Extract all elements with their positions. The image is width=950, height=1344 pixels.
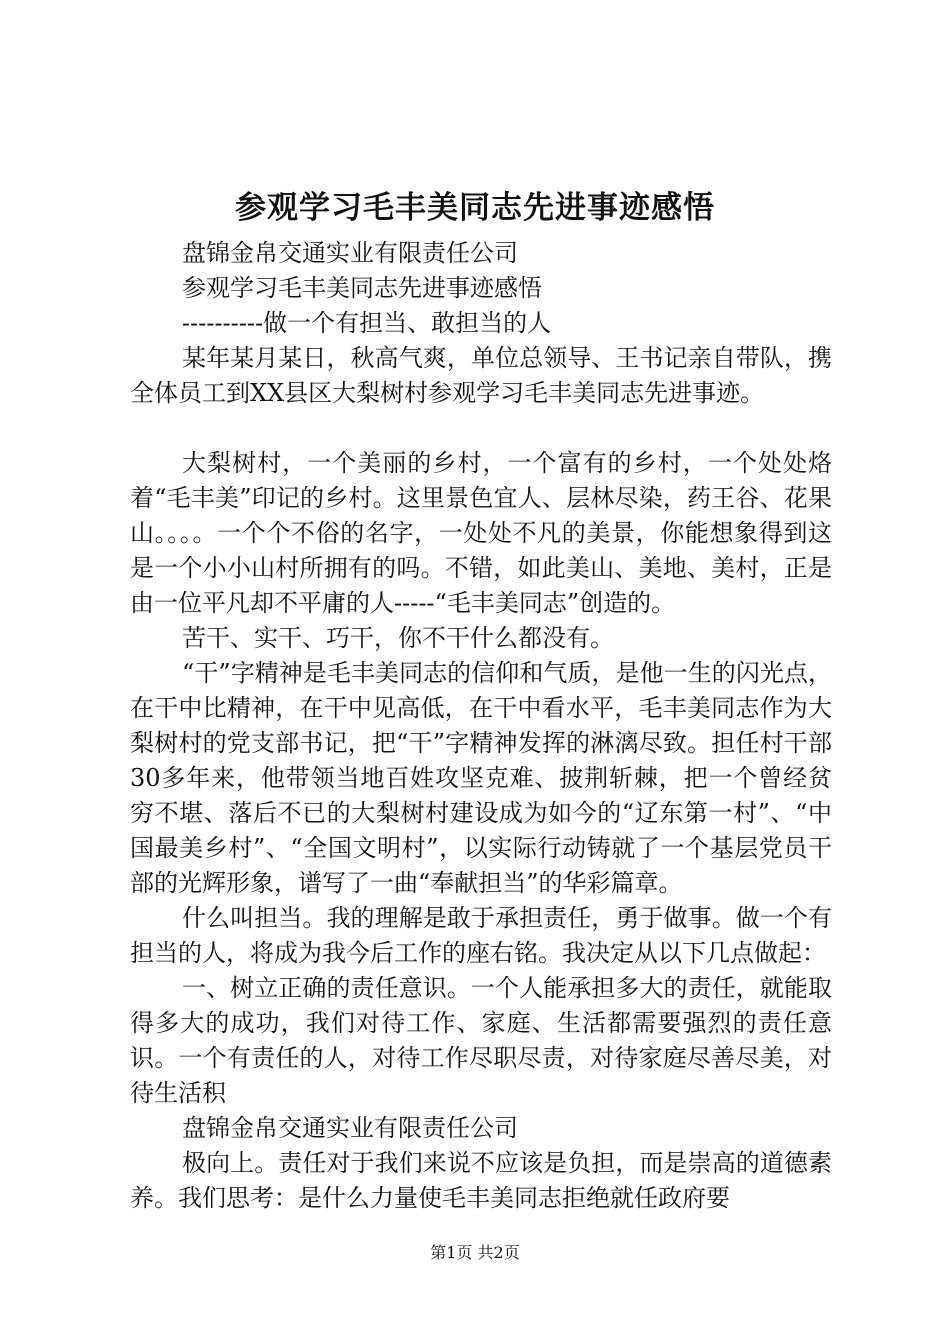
essay-subtitle: ----------做一个有担当、敢担当的人 <box>182 309 552 337</box>
essay-title: 参观学习毛丰美同志先进事迹感悟 <box>182 274 542 302</box>
paragraph-responsibility: 什么叫担当。我的理解是敢于承担责任，勇于做事。做一个有担当的人，将成为我今后工作的座右铭。我决定从以下几点做起： <box>130 904 832 967</box>
paragraph-village: 大梨树村，一个美丽的乡村，一个富有的乡村，一个处处烙着“毛丰美”印记的乡村。这里景色宜人、层林尽染，药王谷、花果山。。。。一个个不俗的名字，一处处不凡的美景，你能想象得到这是一个小小山村所拥有的吗。不错，如此美山、美地、美村，正是由一位平凡却不平庸的人-----“毛丰美同志”创造的。 <box>130 449 832 617</box>
document-title: 参观学习毛丰美同志先进事迹感悟 <box>235 190 715 226</box>
paragraph-point-one: 一、树立正确的责任意识。一个人能承担多大的责任，就能取得多大的成功，我们对待工作、家庭、生活都需要强烈的责任意识。一个有责任的人，对待工作尽职尽责，对待家庭尽善尽美，对待生活积 <box>130 974 832 1107</box>
page-number: 第1页 共2页 <box>430 1243 520 1262</box>
company-name: 盘锦金帛交通实业有限责任公司 <box>182 239 518 267</box>
paragraph-continued: 极向上。责任对于我们来说不应该是负担，而是崇高的道德素养。我们思考：是什么力量使毛丰美同志拒绝就任政府要 <box>130 1149 832 1212</box>
paragraph-intro: 某年某月某日，秋高气爽，单位总领导、王书记亲自带队，携全体员工到XX县区大梨树村参观学习毛丰美同志先进事迹。 <box>130 344 832 407</box>
paragraph-spirit: “干”字精神是毛丰美同志的信仰和气质，是他一生的闪光点，在干中比精神，在干中见高低，在干中看水平，毛丰美同志作为大梨树村的党支部书记，把“干”字精神发挥的淋漓尽致。担任村干部30多年来，他带领当地百姓攻坚克难、披荆斩棘，把一个曾经贫穷不堪、落后不已的大梨树村建设成为如今的“辽东第一村”、“中国最美乡村”、“全国文明村”，以实际行动铸就了一个基层党员干部的光辉形象，谱写了一曲“奉献担当”的华彩篇章。 <box>130 659 832 897</box>
company-name-repeat: 盘锦金帛交通实业有限责任公司 <box>182 1114 518 1142</box>
paragraph-motto: 苦干、实干、巧干，你不干什么都没有。 <box>182 624 614 652</box>
blank-line <box>130 411 832 446</box>
document-body <box>130 236 832 1216</box>
